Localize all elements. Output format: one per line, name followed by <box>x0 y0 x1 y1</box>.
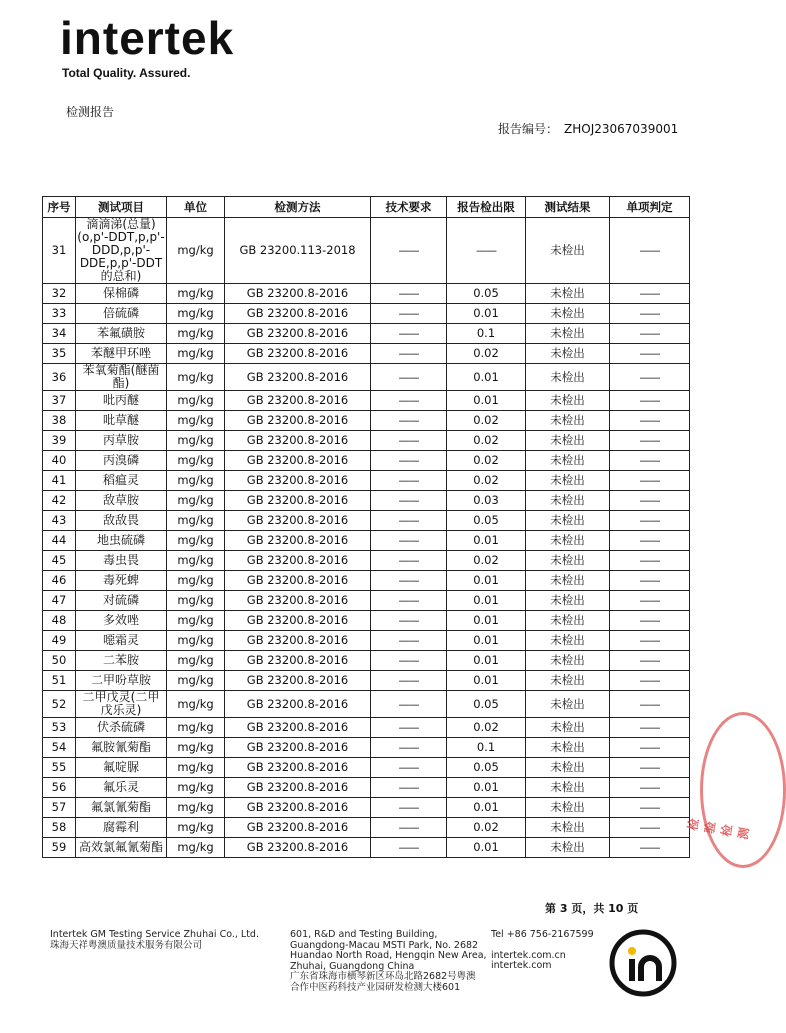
test-result: 未检出 <box>526 818 610 838</box>
technical-requirement: —— <box>371 611 447 631</box>
test-result: 未检出 <box>526 284 610 304</box>
technical-requirement: —— <box>371 218 447 284</box>
seal-stamp <box>700 712 786 868</box>
row-number: 37 <box>43 391 76 411</box>
address-line: Zhuhai, Guangdong China <box>290 960 415 972</box>
judgement: —— <box>610 551 690 571</box>
row-number: 51 <box>43 671 76 691</box>
judgement: —— <box>610 798 690 818</box>
detection-limit: 0.05 <box>447 284 526 304</box>
footer-company <box>50 930 259 951</box>
table-row <box>43 431 690 451</box>
unit: mg/kg <box>167 411 225 431</box>
intertek-logo <box>60 12 234 64</box>
test-method: GB 23200.8-2016 <box>225 451 371 471</box>
judgement: —— <box>610 411 690 431</box>
test-method: GB 23200.8-2016 <box>225 691 371 718</box>
test-result: 未检出 <box>526 471 610 491</box>
judgement: —— <box>610 451 690 471</box>
technical-requirement: —— <box>371 691 447 718</box>
test-method: GB 23200.8-2016 <box>225 471 371 491</box>
unit: mg/kg <box>167 798 225 818</box>
technical-requirement: —— <box>371 511 447 531</box>
test-item: 吡草醚 <box>76 411 167 431</box>
test-result: 未检出 <box>526 491 610 511</box>
detection-limit: 0.01 <box>447 364 526 391</box>
row-number: 41 <box>43 471 76 491</box>
test-result: 未检出 <box>526 364 610 391</box>
test-method: GB 23200.8-2016 <box>225 511 371 531</box>
test-result: 未检出 <box>526 651 610 671</box>
judgement: —— <box>610 738 690 758</box>
detection-limit: 0.01 <box>447 391 526 411</box>
detection-limit: 0.02 <box>447 451 526 471</box>
row-number: 50 <box>43 651 76 671</box>
row-number: 53 <box>43 718 76 738</box>
table-row <box>43 571 690 591</box>
test-result: 未检出 <box>526 551 610 571</box>
results-table <box>42 196 690 858</box>
technical-requirement: —— <box>371 391 447 411</box>
technical-requirement: —— <box>371 631 447 651</box>
test-method: GB 23200.8-2016 <box>225 798 371 818</box>
report-number <box>498 120 678 137</box>
unit: mg/kg <box>167 471 225 491</box>
test-item: 氟乐灵 <box>76 778 167 798</box>
detection-limit: 0.01 <box>447 631 526 651</box>
test-result: 未检出 <box>526 411 610 431</box>
test-item: 敌草胺 <box>76 491 167 511</box>
unit: mg/kg <box>167 344 225 364</box>
table-row <box>43 304 690 324</box>
detection-limit: 0.05 <box>447 691 526 718</box>
detection-limit: 0.01 <box>447 671 526 691</box>
detection-limit: 0.05 <box>447 511 526 531</box>
judgement: —— <box>610 344 690 364</box>
test-method: GB 23200.8-2016 <box>225 551 371 571</box>
judgement: —— <box>610 691 690 718</box>
table-row <box>43 344 690 364</box>
table-row <box>43 218 690 284</box>
test-method: GB 23200.8-2016 <box>225 651 371 671</box>
test-result: 未检出 <box>526 718 610 738</box>
technical-requirement: —— <box>371 551 447 571</box>
table-body <box>43 218 690 858</box>
judgement: —— <box>610 431 690 451</box>
table-row <box>43 818 690 838</box>
test-item: 吡丙醚 <box>76 391 167 411</box>
detection-limit: —— <box>447 218 526 284</box>
table-header-row <box>43 197 690 218</box>
test-method: GB 23200.8-2016 <box>225 284 371 304</box>
judgement: —— <box>610 364 690 391</box>
test-result: 未检出 <box>526 451 610 471</box>
row-number: 43 <box>43 511 76 531</box>
report-number-label: 报告编号： <box>498 122 559 136</box>
unit: mg/kg <box>167 818 225 838</box>
test-item: 保棉磷 <box>76 284 167 304</box>
address-line: 广东省珠海市横琴新区环岛北路2682号粤澳 <box>290 971 476 982</box>
test-item: 多效唑 <box>76 611 167 631</box>
row-number: 42 <box>43 491 76 511</box>
unit: mg/kg <box>167 778 225 798</box>
test-result: 未检出 <box>526 758 610 778</box>
unit: mg/kg <box>167 431 225 451</box>
test-method: GB 23200.8-2016 <box>225 391 371 411</box>
judgement: —— <box>610 631 690 651</box>
test-method: GB 23200.8-2016 <box>225 738 371 758</box>
header-requirement: 技术要求 <box>371 197 447 218</box>
test-method: GB 23200.113-2018 <box>225 218 371 284</box>
technical-requirement: —— <box>371 284 447 304</box>
table-row <box>43 471 690 491</box>
detection-limit: 0.02 <box>447 818 526 838</box>
header-no: 序号 <box>43 197 76 218</box>
unit: mg/kg <box>167 671 225 691</box>
detection-limit: 0.02 <box>447 718 526 738</box>
unit: mg/kg <box>167 758 225 778</box>
intertek-badge-icon <box>607 927 679 1003</box>
row-number: 33 <box>43 304 76 324</box>
table-row <box>43 631 690 651</box>
technical-requirement: —— <box>371 364 447 391</box>
row-number: 46 <box>43 571 76 591</box>
table-row <box>43 411 690 431</box>
detection-limit: 0.1 <box>447 738 526 758</box>
judgement: —— <box>610 304 690 324</box>
test-result: 未检出 <box>526 611 610 631</box>
technical-requirement: —— <box>371 818 447 838</box>
test-method: GB 23200.8-2016 <box>225 431 371 451</box>
table-row <box>43 451 690 471</box>
test-method: GB 23200.8-2016 <box>225 818 371 838</box>
company-name-en: Intertek GM Testing Service Zhuhai Co., Ltd. <box>50 929 259 940</box>
test-result: 未检出 <box>526 671 610 691</box>
detection-limit: 0.05 <box>447 758 526 778</box>
document-title: 检测报告 <box>66 105 115 119</box>
footer-address <box>290 930 487 993</box>
unit: mg/kg <box>167 324 225 344</box>
unit: mg/kg <box>167 838 225 858</box>
row-number: 32 <box>43 284 76 304</box>
report-number-value: ZHOJ23067039001 <box>564 122 679 136</box>
test-result: 未检出 <box>526 391 610 411</box>
test-item: 苯氧菊酯(醚菌酯) <box>76 364 167 391</box>
header-judgement: 单项判定 <box>610 197 690 218</box>
judgement: —— <box>610 818 690 838</box>
technical-requirement: —— <box>371 671 447 691</box>
test-method: GB 23200.8-2016 <box>225 611 371 631</box>
unit: mg/kg <box>167 364 225 391</box>
address-line: 601, R&D and Testing Building, <box>290 929 438 940</box>
test-item: 氟啶脲 <box>76 758 167 778</box>
test-result: 未检出 <box>526 738 610 758</box>
unit: mg/kg <box>167 631 225 651</box>
website-cn: intertek.com.cn <box>491 949 566 961</box>
detection-limit: 0.02 <box>447 551 526 571</box>
address-line: 合作中医药科技产业园研发检测大楼601 <box>290 981 461 993</box>
row-number: 45 <box>43 551 76 571</box>
header-item: 测试项目 <box>76 197 167 218</box>
detection-limit: 0.01 <box>447 531 526 551</box>
table-row <box>43 391 690 411</box>
page-number: 第 3 页，共 10 页 <box>545 902 639 915</box>
test-method: GB 23200.8-2016 <box>225 324 371 344</box>
test-result: 未检出 <box>526 631 610 651</box>
test-item: 噁霜灵 <box>76 631 167 651</box>
test-method: GB 23200.8-2016 <box>225 631 371 651</box>
header-method: 检测方法 <box>225 197 371 218</box>
judgement: —— <box>610 758 690 778</box>
seal-stamp-text: 检验检测 <box>685 817 752 841</box>
row-number: 55 <box>43 758 76 778</box>
detection-limit: 0.02 <box>447 431 526 451</box>
technical-requirement: —— <box>371 571 447 591</box>
unit: mg/kg <box>167 304 225 324</box>
test-item: 伏杀硫磷 <box>76 718 167 738</box>
test-method: GB 23200.8-2016 <box>225 591 371 611</box>
unit: mg/kg <box>167 491 225 511</box>
table-row <box>43 838 690 858</box>
test-result: 未检出 <box>526 571 610 591</box>
row-number: 39 <box>43 431 76 451</box>
table-row <box>43 511 690 531</box>
test-method: GB 23200.8-2016 <box>225 531 371 551</box>
table-row <box>43 671 690 691</box>
test-result: 未检出 <box>526 304 610 324</box>
unit: mg/kg <box>167 611 225 631</box>
header-unit: 单位 <box>167 197 225 218</box>
detection-limit: 0.01 <box>447 838 526 858</box>
test-item: 高效氯氟氰菊酯 <box>76 838 167 858</box>
technical-requirement: —— <box>371 411 447 431</box>
table-row <box>43 324 690 344</box>
judgement: —— <box>610 491 690 511</box>
table-row <box>43 691 690 718</box>
table-row <box>43 738 690 758</box>
address-line: Huandao North Road, Hengqin New Area, <box>290 950 487 961</box>
unit: mg/kg <box>167 531 225 551</box>
test-result: 未检出 <box>526 324 610 344</box>
test-item: 倍硫磷 <box>76 304 167 324</box>
table-row <box>43 758 690 778</box>
test-item: 敌敌畏 <box>76 511 167 531</box>
test-item: 滴滴涕(总量)(o,p'-DDT,p,p'-DDD,p,p'-DDE,p,p'-DDT的总和) <box>77 217 165 283</box>
table-row <box>43 364 690 391</box>
test-result: 未检出 <box>526 511 610 531</box>
website: intertek.com <box>491 960 552 971</box>
test-result: 未检出 <box>526 218 610 284</box>
technical-requirement: —— <box>371 431 447 451</box>
technical-requirement: —— <box>371 471 447 491</box>
detection-limit: 0.01 <box>447 798 526 818</box>
test-result: 未检出 <box>526 798 610 818</box>
test-method: GB 23200.8-2016 <box>225 491 371 511</box>
header-result: 测试结果 <box>526 197 610 218</box>
test-item: 氟胺氰菊酯 <box>76 738 167 758</box>
detection-limit: 0.02 <box>447 471 526 491</box>
detection-limit: 0.01 <box>447 304 526 324</box>
judgement: —— <box>610 391 690 411</box>
detection-limit: 0.01 <box>447 651 526 671</box>
row-number: 38 <box>43 411 76 431</box>
test-item: 丙溴磷 <box>76 451 167 471</box>
test-item: 腐霉利 <box>76 818 167 838</box>
judgement: —— <box>610 324 690 344</box>
technical-requirement: —— <box>371 491 447 511</box>
row-number: 44 <box>43 531 76 551</box>
technical-requirement: —— <box>371 738 447 758</box>
row-number: 40 <box>43 451 76 471</box>
judgement: —— <box>610 531 690 551</box>
judgement: —— <box>610 651 690 671</box>
company-name-cn: 珠海天祥粤澳质量技术服务有限公司 <box>50 939 203 951</box>
test-result: 未检出 <box>526 778 610 798</box>
test-method: GB 23200.8-2016 <box>225 364 371 391</box>
technical-requirement: —— <box>371 798 447 818</box>
technical-requirement: —— <box>371 324 447 344</box>
test-item: 毒虫畏 <box>76 551 167 571</box>
unit: mg/kg <box>167 551 225 571</box>
table-row <box>43 284 690 304</box>
row-number: 36 <box>43 364 76 391</box>
table-row <box>43 778 690 798</box>
test-item: 对硫磷 <box>76 591 167 611</box>
detection-limit: 0.02 <box>447 344 526 364</box>
technical-requirement: —— <box>371 531 447 551</box>
test-result: 未检出 <box>526 531 610 551</box>
footer-contact <box>491 930 594 972</box>
judgement: —— <box>610 671 690 691</box>
table-row <box>43 491 690 511</box>
unit: mg/kg <box>167 718 225 738</box>
judgement: —— <box>610 571 690 591</box>
test-item: 二苯胺 <box>76 651 167 671</box>
unit: mg/kg <box>167 571 225 591</box>
technical-requirement: —— <box>371 758 447 778</box>
unit: mg/kg <box>167 691 225 718</box>
technical-requirement: —— <box>371 451 447 471</box>
row-number: 34 <box>43 324 76 344</box>
test-result: 未检出 <box>526 344 610 364</box>
address-line: Guangdong-Macau MSTI Park, No. 2682 <box>290 939 479 951</box>
test-item: 二甲戊灵(二甲戊乐灵) <box>76 691 167 718</box>
telephone: Tel +86 756-2167599 <box>491 929 594 940</box>
judgement: —— <box>610 218 690 284</box>
test-method: GB 23200.8-2016 <box>225 411 371 431</box>
detection-limit: 0.01 <box>447 591 526 611</box>
table-row <box>43 651 690 671</box>
row-number: 31 <box>43 218 76 284</box>
table-row <box>43 611 690 631</box>
technical-requirement: —— <box>371 344 447 364</box>
unit: mg/kg <box>167 738 225 758</box>
table-row <box>43 531 690 551</box>
unit: mg/kg <box>167 591 225 611</box>
detection-limit: 0.02 <box>447 411 526 431</box>
header-lod: 报告检出限 <box>447 197 526 218</box>
test-method: GB 23200.8-2016 <box>225 304 371 324</box>
test-method: GB 23200.8-2016 <box>225 571 371 591</box>
technical-requirement: —— <box>371 304 447 324</box>
judgement: —— <box>610 611 690 631</box>
row-number: 57 <box>43 798 76 818</box>
row-number: 49 <box>43 631 76 651</box>
detection-limit: 0.01 <box>447 611 526 631</box>
test-item: 毒死蜱 <box>76 571 167 591</box>
test-method: GB 23200.8-2016 <box>225 758 371 778</box>
technical-requirement: —— <box>371 778 447 798</box>
test-item: 地虫硫磷 <box>76 531 167 551</box>
detection-limit: 0.01 <box>447 571 526 591</box>
test-item: 二甲吩草胺 <box>76 671 167 691</box>
detection-limit: 0.01 <box>447 778 526 798</box>
judgement: —— <box>610 284 690 304</box>
row-number: 35 <box>43 344 76 364</box>
row-number: 59 <box>43 838 76 858</box>
test-item: 苯氟磺胺 <box>76 324 167 344</box>
unit: mg/kg <box>167 651 225 671</box>
test-result: 未检出 <box>526 838 610 858</box>
test-result: 未检出 <box>526 431 610 451</box>
technical-requirement: —— <box>371 591 447 611</box>
detection-limit: 0.03 <box>447 491 526 511</box>
unit: mg/kg <box>167 451 225 471</box>
test-method: GB 23200.8-2016 <box>225 344 371 364</box>
table-row <box>43 718 690 738</box>
table-row <box>43 591 690 611</box>
technical-requirement: —— <box>371 651 447 671</box>
judgement: —— <box>610 838 690 858</box>
row-number: 52 <box>43 691 76 718</box>
judgement: —— <box>610 511 690 531</box>
judgement: —— <box>610 471 690 491</box>
test-method: GB 23200.8-2016 <box>225 778 371 798</box>
row-number: 56 <box>43 778 76 798</box>
row-number: 48 <box>43 611 76 631</box>
unit: mg/kg <box>167 218 225 284</box>
test-result: 未检出 <box>526 691 610 718</box>
judgement: —— <box>610 718 690 738</box>
test-method: GB 23200.8-2016 <box>225 718 371 738</box>
test-result: 未检出 <box>526 591 610 611</box>
technical-requirement: —— <box>371 838 447 858</box>
unit: mg/kg <box>167 284 225 304</box>
unit: mg/kg <box>167 391 225 411</box>
test-item: 氟氯氰菊酯 <box>76 798 167 818</box>
table-row <box>43 798 690 818</box>
judgement: —— <box>610 591 690 611</box>
logo-tagline: Total Quality. Assured. <box>62 66 191 80</box>
logo-wordmark: intertek <box>60 12 235 64</box>
test-method: GB 23200.8-2016 <box>225 671 371 691</box>
unit: mg/kg <box>167 511 225 531</box>
test-item: 丙草胺 <box>76 431 167 451</box>
row-number: 58 <box>43 818 76 838</box>
technical-requirement: —— <box>371 718 447 738</box>
test-item: 苯醚甲环唑 <box>76 344 167 364</box>
row-number: 47 <box>43 591 76 611</box>
row-number: 54 <box>43 738 76 758</box>
test-item: 稻瘟灵 <box>76 471 167 491</box>
judgement: —— <box>610 778 690 798</box>
table-row <box>43 551 690 571</box>
detection-limit: 0.1 <box>447 324 526 344</box>
test-method: GB 23200.8-2016 <box>225 838 371 858</box>
